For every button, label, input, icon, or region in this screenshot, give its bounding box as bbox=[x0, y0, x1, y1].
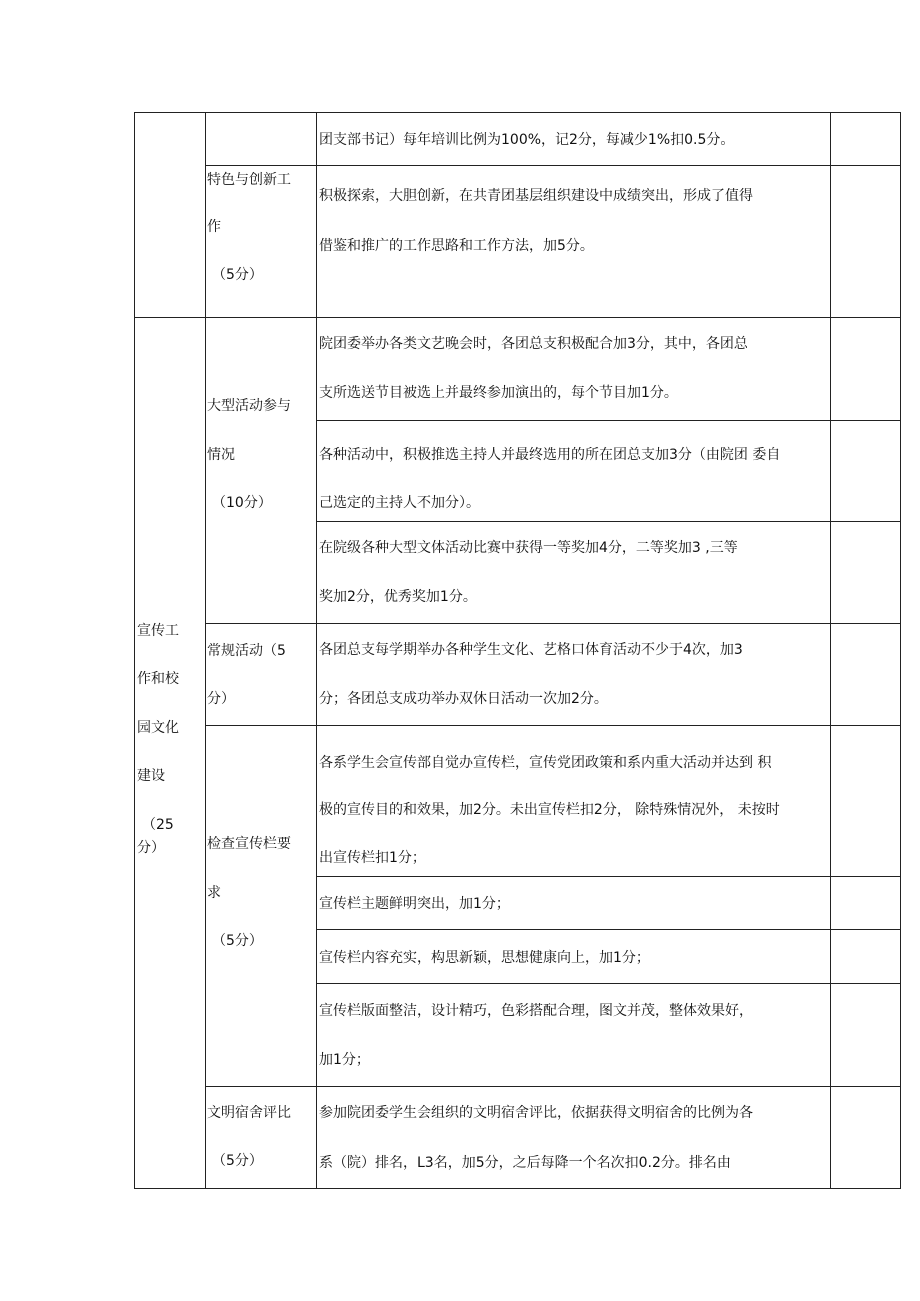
item-label: 大型活动参与 bbox=[207, 398, 291, 414]
row-border bbox=[316, 420, 901, 421]
category-label: 作和校 bbox=[137, 671, 179, 687]
row-border bbox=[316, 521, 901, 522]
content-text: 参加院团委学生会组织的文明宿舍评比，依据获得文明宿舍的比例为各 bbox=[319, 1105, 753, 1121]
row-border bbox=[205, 1086, 901, 1087]
item-label: 常规活动（5 bbox=[207, 643, 286, 659]
item-label: 情况 bbox=[207, 447, 235, 463]
content-text: 各系学生会宣传部自觉办宣传栏，宣传党团政策和系内重大活动并达到 积 bbox=[319, 755, 772, 771]
row-border bbox=[205, 165, 901, 166]
item-label: 特色与创新工 bbox=[207, 172, 291, 188]
category-label: 园文化 bbox=[137, 720, 179, 736]
row-border bbox=[134, 317, 901, 318]
row-border bbox=[134, 112, 901, 113]
row-border bbox=[316, 876, 901, 877]
row-border bbox=[134, 1188, 901, 1189]
item-score: （5分） bbox=[212, 1153, 263, 1169]
category-label: 建设 bbox=[137, 768, 165, 784]
category-label: 宣传工 bbox=[137, 623, 179, 639]
item-label: 求 bbox=[207, 885, 221, 901]
content-text: 分；各团总支成功举办双休日活动一次加2分。 bbox=[319, 691, 608, 707]
content-text: 支所选送节目被选上并最终参加演出的，每个节目加1分。 bbox=[319, 385, 678, 401]
content-text: 宣传栏版面整洁，设计精巧，色彩搭配合理，图文并茂，整体效果好， bbox=[319, 1003, 753, 1019]
item-score: （5分） bbox=[212, 933, 263, 949]
column-border bbox=[900, 112, 901, 1189]
content-text: 加1分； bbox=[319, 1052, 370, 1068]
row-border bbox=[205, 623, 901, 624]
row-border bbox=[316, 929, 901, 930]
content-text: 宣传栏主题鲜明突出，加1分； bbox=[319, 896, 510, 912]
item-score: 分） bbox=[207, 691, 235, 707]
content-text: 在院级各种大型文体活动比赛中获得一等奖加4分，二等奖加3 ,三等 bbox=[319, 540, 738, 556]
item-label: 检查宣传栏要 bbox=[207, 836, 291, 852]
column-border bbox=[830, 112, 831, 1189]
content-text: 院团委举办各类文艺晚会时，各团总支积极配合加3分，其中，各团总 bbox=[319, 336, 748, 352]
column-border bbox=[205, 112, 206, 1189]
content-text: 积极探索，大胆创新，在共青团基层组织建设中成绩突出，形成了值得 bbox=[319, 188, 753, 204]
content-text: 极的宣传目的和效果，加2分。未出宣传栏扣2分， 除特殊情况外， 未按时 bbox=[319, 802, 780, 818]
content-text: 团支部书记）每年培训比例为100%，记2分，每减少1%扣0.5分。 bbox=[319, 132, 735, 148]
row-border bbox=[205, 725, 901, 726]
content-text: 奖加2分，优秀奖加1分。 bbox=[319, 589, 477, 605]
column-border bbox=[134, 112, 135, 1189]
content-text: 宣传栏内容充实，构思新颖，思想健康向上，加1分； bbox=[319, 950, 650, 966]
item-label: 文明宿舍评比 bbox=[207, 1105, 291, 1121]
item-score: （5分） bbox=[212, 267, 263, 283]
item-label: 作 bbox=[207, 219, 221, 235]
row-border bbox=[316, 983, 901, 984]
content-text: 己选定的主持人不加分）。 bbox=[319, 495, 480, 511]
content-text: 系（院）排名，L3名，加5分，之后每降一个名次扣0.2分。排名由 bbox=[319, 1155, 731, 1171]
content-text: 出宣传栏扣1分； bbox=[319, 850, 426, 866]
category-score: （25 bbox=[142, 817, 174, 833]
category-score: 分） bbox=[137, 840, 165, 856]
item-score: （10分） bbox=[212, 495, 272, 511]
content-text: 各种活动中，积极推选主持人并最终选用的所在团总支加3分（由院团 委自 bbox=[319, 447, 781, 463]
column-border bbox=[316, 112, 317, 1189]
content-text: 各团总支每学期举办各种学生文化、艺格口体育活动不少于4次，加3 bbox=[319, 642, 743, 658]
content-text: 借鉴和推广的工作思路和工作方法，加5分。 bbox=[319, 238, 594, 254]
